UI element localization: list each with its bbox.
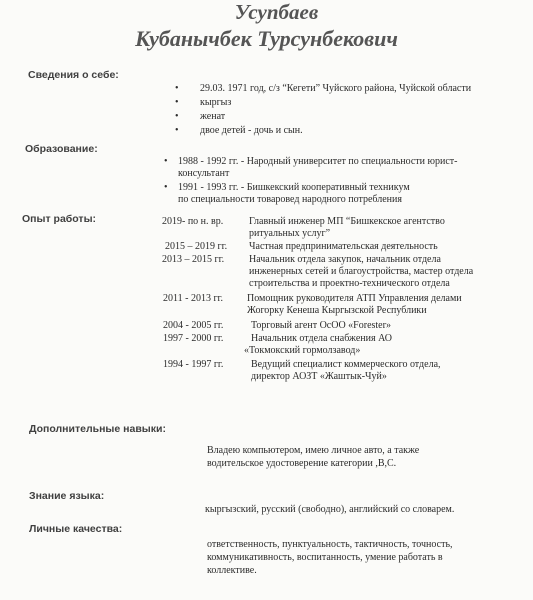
experience-desc: строительства и проектно-технического отдела	[249, 278, 450, 289]
experience-desc: «Токмокский гормолзавод»	[244, 345, 361, 356]
about-item: кыргыз	[200, 97, 232, 108]
about-item: 29.03. 1971 год, с/з “Кегети” Чуйского района, Чуйской области	[200, 83, 472, 94]
experience-desc: Ведущий специалист коммерческого отдела,	[251, 359, 441, 370]
education-line: консультант	[178, 168, 230, 179]
section-title-skills: Дополнительные навыки:	[29, 423, 166, 435]
skills-line: Владею компьютером, имею личное авто, а также	[207, 445, 420, 456]
section-title-experience: Опыт работы:	[22, 213, 97, 225]
education-line: 1988 - 1992 гг. - Народный университет по специальности юрист-	[178, 156, 458, 167]
experience-desc: Жогорку Кенеша Кыргызской Республики	[247, 305, 427, 316]
about-item: двое детей - дочь и сын.	[200, 125, 303, 136]
experience-date: 2004 - 2005 гг.	[163, 320, 224, 331]
about-item: женат	[200, 111, 226, 122]
experience-desc: ритуальных услуг”	[249, 228, 331, 239]
given-names-heading: Кубанычбек Турсунбекович	[135, 26, 398, 51]
experience-date: 1994 - 1997 гг.	[163, 359, 224, 370]
qualities-line: ответственность, пунктуальность, тактичность, точность,	[207, 539, 453, 550]
experience-date: 2015 – 2019 гг.	[165, 241, 228, 252]
experience-desc: Помощник руководителя АТП Управления делами	[247, 293, 462, 304]
experience-date: 2013 – 2015 гг.	[162, 254, 225, 265]
experience-date: 2019- по н. вр.	[162, 216, 224, 227]
languages-text: кыргызский, русский (свободно), английский со словарем.	[205, 504, 455, 515]
bullet-icon: •	[175, 97, 179, 108]
bullet-icon: •	[175, 83, 179, 94]
bullet-icon: •	[175, 125, 179, 136]
section-title-languages: Знание языка:	[29, 490, 105, 502]
experience-date: 2011 - 2013 гг.	[163, 293, 224, 304]
experience-desc: Начальник отдела закупок, начальник отдела	[249, 254, 441, 265]
experience-desc: Начальник отдела снабжения АО	[251, 333, 393, 344]
education-line: 1991 - 1993 гг. - Бишкекский кооперативный техникум	[178, 182, 410, 193]
section-title-qualities: Личные качества:	[29, 523, 123, 535]
experience-desc: Частная предпринимательская деятельность	[249, 241, 438, 252]
bullet-icon: •	[175, 111, 179, 122]
education-line: по специальности товаровед народного потребления	[178, 194, 402, 205]
bullet-icon: •	[164, 156, 168, 167]
experience-date: 1997 - 2000 гг.	[163, 333, 224, 344]
experience-desc: инженерных сетей и благоустройства, мастер отдела	[249, 266, 474, 277]
experience-desc: Торговый агент ОсОО «Forester»	[251, 320, 391, 331]
experience-desc: директор АОЗТ «Жаштык-Чуй»	[251, 371, 387, 382]
section-title-education: Образование:	[25, 143, 98, 155]
section-title-about: Сведения о себе:	[28, 69, 119, 81]
bullet-icon: •	[164, 182, 168, 193]
qualities-line: коммуникативность, воспитанность, умение работать в	[207, 552, 443, 563]
qualities-line: коллективе.	[207, 565, 257, 576]
experience-desc: Главный инженер МП “Бишкекское агентство	[249, 216, 445, 227]
skills-line: водительское удостоверение категории ,В,С.	[207, 458, 397, 469]
surname-heading: Усупбаев	[234, 0, 319, 24]
